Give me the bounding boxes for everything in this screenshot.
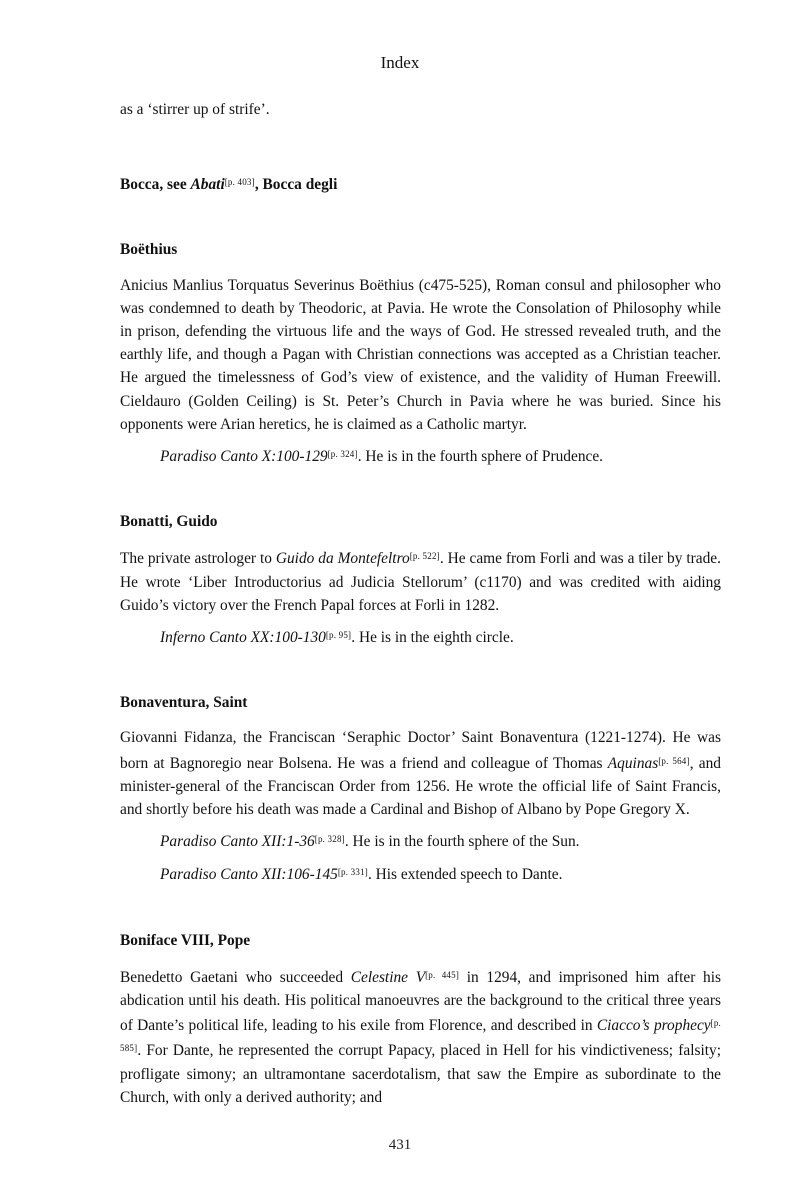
bocca-suffix: , Bocca degli xyxy=(254,176,338,194)
reference-note: . He is in the fourth sphere of Prudence. xyxy=(357,448,604,466)
entry-heading-boniface: Boniface VIII, Pope xyxy=(120,931,251,949)
page-number: 431 xyxy=(388,1137,412,1153)
page-ref-abati[interactable]: [p. 403] xyxy=(224,177,255,188)
entry-bonaventura xyxy=(120,691,721,886)
page-ref[interactable]: [p. 95] xyxy=(325,630,352,641)
entry-boniface xyxy=(120,929,721,1109)
page-ref[interactable]: [p. 324] xyxy=(327,449,358,460)
page-ref[interactable]: [p. 445] xyxy=(425,969,460,980)
link-abati[interactable]: Abati xyxy=(190,176,225,194)
entry-boethius xyxy=(120,238,721,468)
canto-link[interactable]: Paradiso Canto XII:106-145 xyxy=(160,866,338,884)
entry-body-boniface xyxy=(120,964,721,1109)
entry-body-bonaventura xyxy=(120,726,721,821)
body-text: Giovanni Fidanza, the Franciscan ‘Seraphic Doctor’ Saint Bonaventura (1221-1274). He was born at Bagnoregio near Bolsena. He was a friend and colleague of Thomas xyxy=(120,729,721,772)
entry-body-boethius: Anicius Manlius Torquatus Severinus Boëthius (c475-525), Roman consul and philosopher who was condemned to death by Theodoric, at Pavia. He wrote the Consolation of Philosophy while in prison, defending the virtuous life and the ways of God. He stressed revealed truth, and the earthly life, and though a Pagan with Christian connections was accepted as a Christian teacher. He argued the timelessness of God’s view of existence, and the validity of Human Freewill. Cieldauro (Golden Ceiling) is St. Peter’s Church in Pavia where he was buried. Since his opponents were Arian heretics, he is claimed as a Catholic martyr. xyxy=(120,276,721,433)
canto-reference xyxy=(120,624,721,649)
body-text: . For Dante, he represented the corrupt Papacy, placed in Hell for his vindictiveness; falsity; profligate simony; an ultramontane sacerdotalism, that saw the Empire as subordinate to the Church, with only a derived authority; and xyxy=(120,1042,721,1106)
canto-reference xyxy=(120,828,721,853)
continued-text: as a ‘stirrer up of strife’. xyxy=(120,101,270,118)
canto-link[interactable]: Paradiso Canto X:100-129 xyxy=(160,448,328,466)
body-text: Benedetto Gaetani who succeeded xyxy=(120,968,351,986)
page-ref[interactable]: [p. 328] xyxy=(314,834,345,845)
link-ciaccos-prophecy[interactable]: Ciacco’s prophecy xyxy=(596,1017,711,1035)
canto-link[interactable]: Inferno Canto XX:100-130 xyxy=(160,629,326,647)
canto-reference xyxy=(120,443,721,468)
page-ref[interactable]: [p. 564] xyxy=(658,755,690,766)
entry-heading-bocca xyxy=(120,171,721,196)
page-ref[interactable]: [p. 331] xyxy=(337,867,368,878)
page-ref[interactable]: [p. 522] xyxy=(409,551,440,562)
canto-link[interactable]: Paradiso Canto XII:1-36 xyxy=(160,833,315,851)
link-guido-da-montefeltro[interactable]: Guido da Montefeltro xyxy=(275,550,410,568)
entry-body-bonatti xyxy=(120,545,721,617)
reference-note: . He is in the fourth sphere of the Sun. xyxy=(344,833,580,851)
entry-heading-bonaventura: Bonaventura, Saint xyxy=(120,694,248,712)
running-header: Index xyxy=(380,53,420,72)
entry-bonatti xyxy=(120,510,721,649)
canto-reference xyxy=(120,861,721,886)
entry-heading-bonatti: Bonatti, Guido xyxy=(120,513,218,531)
page-ref[interactable]: [p. 585] xyxy=(120,1018,722,1054)
body-text: , and minister-general of the Franciscan Order from 1256. He wrote the official life of Saint Francis, and shortly before his death was made a Cardinal and Bishop of Albano by Pope Gregory X. xyxy=(120,754,721,819)
bocca-prefix: Bocca, see xyxy=(120,176,191,194)
index-page-body xyxy=(120,98,721,1151)
link-aquinas[interactable]: Aquinas xyxy=(607,754,659,772)
body-text: in 1294, and imprisoned him after his abdication until his death. His political manoeuvres are the background to the critical three years of Dante’s political life, leading to his exile from Florence, and described in xyxy=(120,968,721,1035)
reference-note: . His extended speech to Dante. xyxy=(367,866,563,884)
body-text: . He came from Forli and was a tiler by trade. He wrote ‘Liber Introductorius ad Judicia Stellorum’ (c1170) and was credited with aiding Guido’s victory over the French Papal forces at Forli in 1282. xyxy=(120,550,721,614)
reference-note: . He is in the eighth circle. xyxy=(351,629,514,647)
entry-heading-boethius: Boëthius xyxy=(120,241,178,259)
body-text: The private astrologer to xyxy=(120,550,276,568)
link-celestine-v[interactable]: Celestine V xyxy=(350,968,426,986)
